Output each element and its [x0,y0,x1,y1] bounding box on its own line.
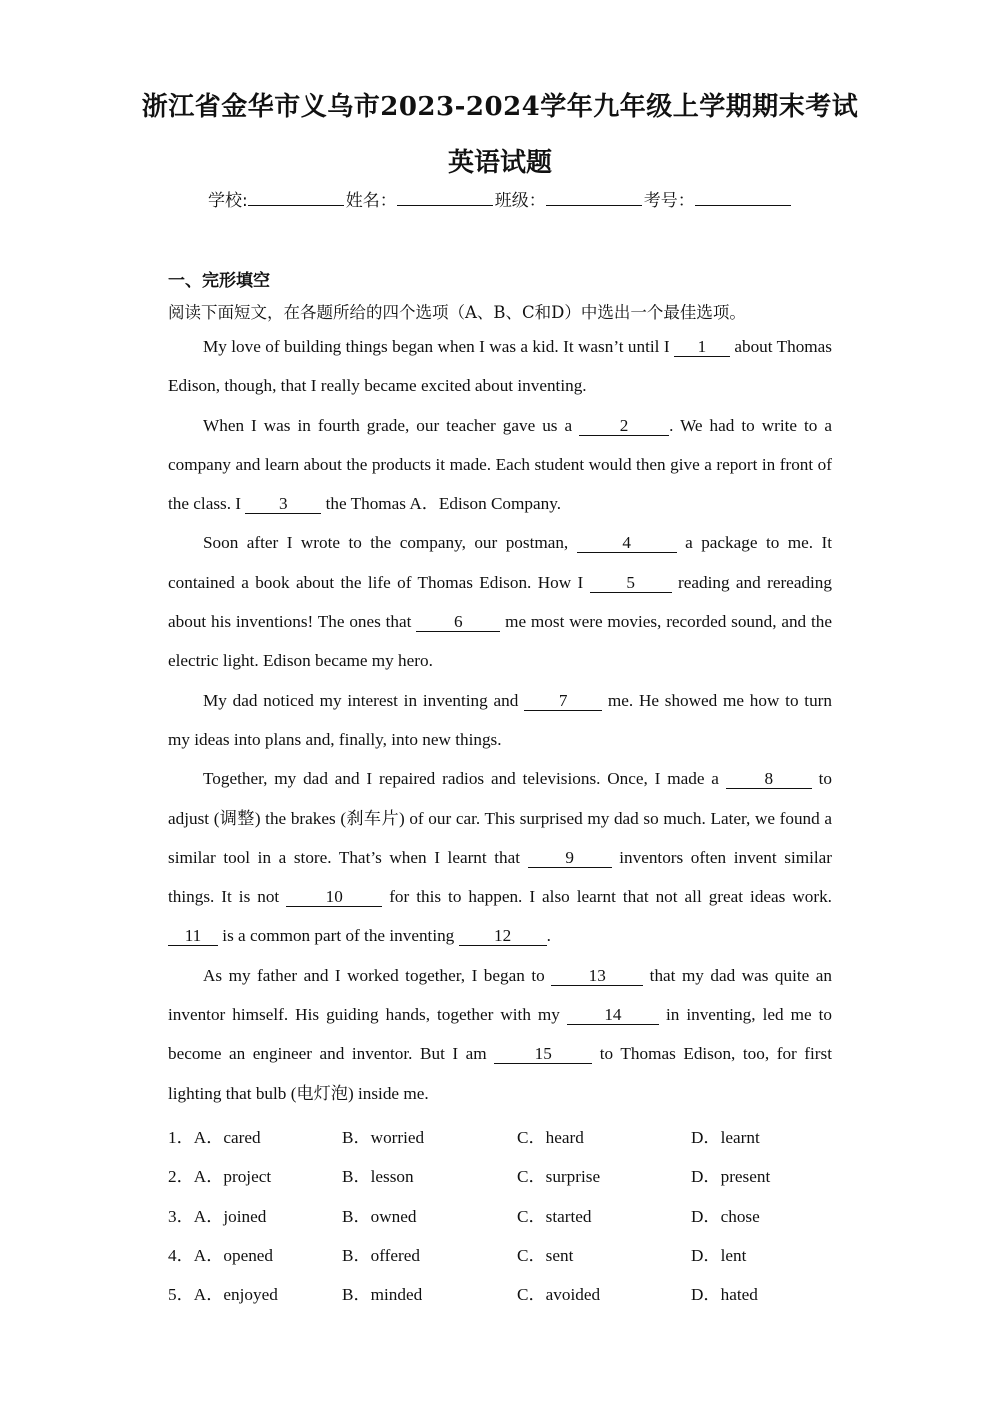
text: to Thomas Edison, too, for first lighting that bulb (电灯泡) inside me. [168,1044,832,1103]
text: is a common part of the inventing [218,926,459,946]
text: to adjust (调整) the brakes (刹车片) of our car. This surprised my dad so much. Later, we found a similar tool in a store. That’s when I learnt that [168,769,832,867]
text: that my dad was quite an inventor himself. His guiding hands, together with my [168,965,832,1025]
exam-title: 浙江省金华市义乌市2023-2024学年九年级上学期期末考试 [141,92,859,122]
option-1b: B．worried [342,1128,425,1147]
text: for this to happen. I also learnt that not all great ideas work. [382,887,832,907]
blank-14: 14 [567,1006,659,1025]
option-4b: B．offered [342,1245,420,1265]
section-heading: 一、完形填空 [168,271,270,291]
school-blank [248,191,344,206]
name-blank [397,191,493,206]
option-5a: 5．A．enjoyed [168,1285,278,1305]
blank-2: 2 [579,417,669,436]
class-label: 班级： [494,191,546,211]
paragraph-2 [168,406,832,524]
option-5c: C．avoided [517,1285,601,1305]
option-2d: D．present [691,1167,771,1187]
paragraph-3 [168,523,832,680]
text: a package to me. It contained a book about the life of Thomas Edison. How I [168,533,832,592]
blank-15: 15 [494,1045,592,1064]
id-label: 考号： [643,191,695,211]
blank-8: 8 [726,770,812,789]
blank-12: 12 [459,927,547,946]
school-label: 学校: [208,191,248,211]
paragraph-1 [168,327,832,406]
paragraph-4 [168,681,832,760]
blank-1: 1 [674,338,730,357]
option-3c: C．started [517,1206,592,1226]
text: Soon after I wrote to the company, our postman, [203,533,577,553]
option-1c: C．heard [517,1128,584,1147]
blank-11: 11 [168,927,218,946]
text: the Thomas A．Edison Company. [321,494,561,514]
paragraph-5 [168,759,832,955]
option-1d: D．learnt [691,1128,760,1147]
exam-subtitle: 英语试题 [447,148,552,178]
option-3a: 3．A．joined [168,1206,267,1226]
option-2c: C．surprise [517,1167,601,1187]
name-label: 姓名： [345,191,397,211]
text: about Thomas Edison, though, that I really became excited about inventing. [168,337,832,396]
text: inventors often invent similar things. It is not [168,847,832,907]
text: reading and rereading about his inventions! The ones that [168,572,832,632]
text: As my father and I worked together, I began to [203,965,552,985]
text: me most were movies, recorded sound, and the electric light. Edison became my hero. [168,612,832,671]
blank-5: 5 [590,574,672,593]
text: me. He showed me how to turn my ideas into plans and, finally, into new things. [168,690,832,749]
option-3b: B．owned [342,1206,417,1226]
text: . [546,926,551,946]
blank-6: 6 [416,613,500,632]
class-blank [546,191,642,206]
blank-4: 4 [577,534,677,553]
blank-13: 13 [551,967,643,986]
paragraph-6 [168,956,832,1113]
blank-10: 10 [286,888,382,907]
option-4d: D．lent [691,1245,747,1265]
text: My love of building things began when I was a kid. It wasn’t until I [203,337,674,356]
option-5d: D．hated [691,1285,758,1305]
text: My dad noticed my interest in inventing and [203,690,525,710]
option-2b: B．lesson [342,1167,414,1187]
option-2a: 2．A．project [168,1167,272,1187]
blank-9: 9 [528,849,612,868]
option-1a: 1．A．cared [168,1128,261,1147]
blank-7: 7 [524,692,602,711]
text: Together, my dad and I repaired radios and televisions. Once, I made a [203,769,726,789]
text: When I was in fourth grade, our teacher gave us a [203,415,580,435]
passage [168,327,832,1113]
text: in inventing, led me to become an engineer and inventor. But I am [168,1005,832,1064]
option-4c: C．sent [517,1245,574,1265]
instructions: 阅读下面短文，在各题所给的四个选项（A、B、C和D）中选出一个最佳选项。 [168,303,746,322]
id-blank [695,191,791,206]
option-4a: 4．A．opened [168,1245,274,1265]
option-3d: D．chose [691,1206,760,1226]
text: . We had to write to a company and learn about the products it made. Each student would then give a report in front of the class. I [168,415,832,514]
option-5b: B．minded [342,1285,423,1305]
blank-3: 3 [245,495,321,514]
student-info-line [208,186,793,211]
